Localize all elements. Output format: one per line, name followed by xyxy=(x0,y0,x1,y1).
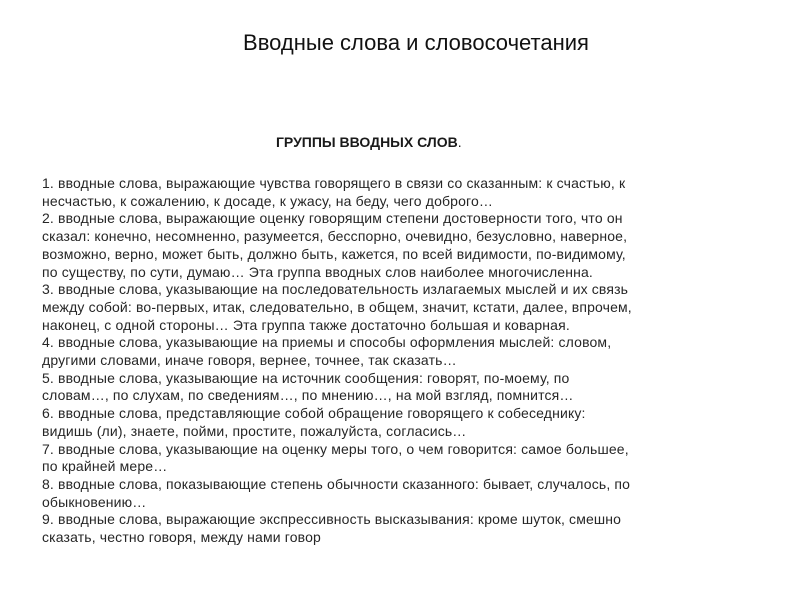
group-line: сказать, честно говоря, между нами говор xyxy=(42,529,321,546)
group-item-1 xyxy=(42,175,782,210)
group-line: 2. вводные слова, выражающие оценку говорящим степени достоверности того, что он xyxy=(42,210,623,227)
group-item-7 xyxy=(42,441,782,476)
group-line: видишь (ли), знаете, пойми, простите, пожалуйста, согласись… xyxy=(42,422,467,439)
group-item-5 xyxy=(42,370,782,405)
group-line: несчастью, к сожалению, к досаде, к ужасу, на беду, чего доброго… xyxy=(42,192,494,209)
group-item-3 xyxy=(42,281,782,334)
group-line: наконец, с одной стороны… Эта группа также достаточно большая и коварная. xyxy=(42,316,570,333)
group-item-2 xyxy=(42,210,782,281)
group-line: 1. вводные слова, выражающие чувства говорящего в связи со сказанным: к счастью, к xyxy=(42,175,626,191)
group-line: по существу, по сути, думаю… Эта группа вводных слов наиболее многочисленна. xyxy=(42,263,593,280)
group-line: 7. вводные слова, указывающие на оценку меры того, о чем говорится: самое большее, xyxy=(42,440,629,457)
group-line: 6. вводные слова, представляющие собой обращение говорящего к собеседнику: xyxy=(42,405,586,422)
group-line: обыкновению… xyxy=(42,493,147,510)
group-line: по крайней мере… xyxy=(42,458,168,475)
group-item-9 xyxy=(42,511,782,546)
groups-list xyxy=(42,175,782,547)
group-item-8 xyxy=(42,476,782,511)
group-item-6 xyxy=(42,405,782,440)
section-heading-text: ГРУППЫ ВВОДНЫХ СЛОВ xyxy=(276,134,458,150)
section-heading-period: . xyxy=(457,134,462,150)
group-line: другими словами, иначе говоря, вернее, точнее, так сказать… xyxy=(42,352,457,369)
group-line: 5. вводные слова, указывающие на источник сообщения: говорят, по-моему, по xyxy=(42,369,570,386)
group-line: между собой: во-первых, итак, следовательно, в общем, значит, кстати, далее, впрочем, xyxy=(42,298,632,315)
group-line: возможно, верно, может быть, должно быть, кажется, по всей видимости, по-видимому, xyxy=(42,245,626,262)
group-line: 3. вводные слова, указывающие на последовательность излагаемых мыслей и их связь xyxy=(42,281,629,298)
group-line: 4. вводные слова, указывающие на приемы и способы оформления мыслей: словом, xyxy=(42,334,612,351)
group-line: 8. вводные слова, показывающие степень обычности сказанного: бывает, случалось, по xyxy=(42,475,631,492)
section-heading xyxy=(276,134,462,150)
group-line: 9. вводные слова, выражающие экспрессивность высказывания: кроме шуток, смешно xyxy=(42,511,622,528)
group-line: словам…, по слухам, по сведениям…, по мнению…, на мой взгляд, помнится… xyxy=(42,387,574,404)
slide-title: Вводные слова и словосочетания xyxy=(243,30,589,55)
group-item-4 xyxy=(42,334,782,369)
group-line: сказал: конечно, несомненно, разумеется, бесспорно, очевидно, безусловно, наверное, xyxy=(42,228,628,245)
